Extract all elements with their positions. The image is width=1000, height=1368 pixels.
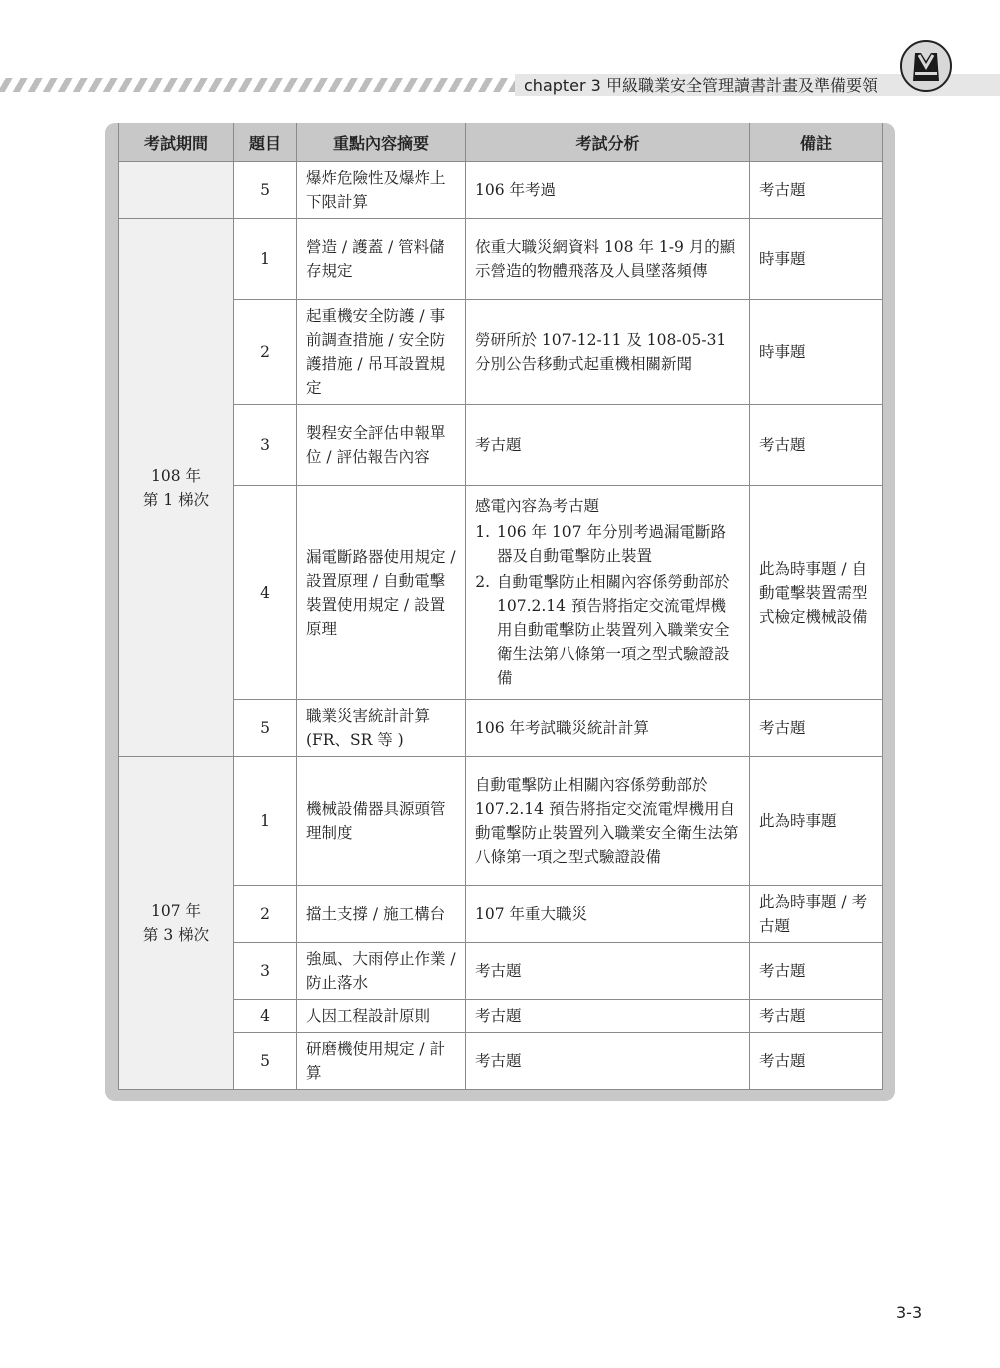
table-row (119, 300, 883, 405)
question-number: 1 (234, 757, 297, 886)
analysis-list (475, 520, 740, 690)
table-row (119, 1033, 883, 1090)
summary-cell: 製程安全評估申報單位 / 評估報告內容 (297, 405, 466, 486)
exam-analysis-table (118, 123, 883, 1090)
period-cell (119, 757, 234, 1090)
column-header-period: 考試期間 (119, 123, 234, 162)
table-row (119, 700, 883, 757)
analysis-cell: 考古題 (466, 405, 750, 486)
table-header-row (119, 123, 883, 162)
chapter-title: chapter 3 甲級職業安全管理讀書計畫及準備要領 (524, 76, 878, 95)
analysis-cell: 106 年考過 (466, 162, 750, 219)
period-cell (119, 162, 234, 219)
column-header-note: 備註 (750, 123, 883, 162)
question-number: 5 (234, 700, 297, 757)
period-cell (119, 219, 234, 757)
note-cell: 考古題 (750, 405, 883, 486)
column-header-summary: 重點內容摘要 (297, 123, 466, 162)
period-round: 第 1 梯次 (142, 490, 210, 509)
note-cell: 此為時事題 (750, 757, 883, 886)
question-number: 2 (234, 886, 297, 943)
analysis-cell: 考古題 (466, 943, 750, 1000)
period-round: 第 3 梯次 (142, 926, 210, 944)
table-row (119, 405, 883, 486)
table-row (119, 162, 883, 219)
question-number: 5 (234, 162, 297, 219)
analysis-intro: 感電內容為考古題 (475, 496, 600, 515)
question-number: 2 (234, 300, 297, 405)
analysis-cell (466, 486, 750, 700)
analysis-cell: 107 年重大職災 (466, 886, 750, 943)
analysis-cell: 依重大職災網資料 108 年 1-9 月的顯示營造的物體飛落及人員墜落頻傳 (466, 219, 750, 300)
note-cell: 考古題 (750, 943, 883, 1000)
header-stripes (0, 78, 515, 92)
table-row (119, 757, 883, 886)
column-header-number: 題目 (234, 123, 297, 162)
summary-cell: 人因工程設計原則 (297, 1000, 466, 1033)
page-header (0, 70, 1000, 100)
table-row (119, 1000, 883, 1033)
analysis-cell: 自動電擊防止相關內容係勞動部於 107.2.14 預告將指定交流電焊機用自動電擊防止裝置列入職業安全衛生法第八條第一項之型式驗證設備 (466, 757, 750, 886)
summary-cell: 研磨機使用規定 / 計算 (297, 1033, 466, 1090)
question-number: 3 (234, 405, 297, 486)
note-cell: 考古題 (750, 700, 883, 757)
question-number: 1 (234, 219, 297, 300)
safety-vest-logo-icon (900, 40, 952, 92)
note-cell: 考古題 (750, 162, 883, 219)
summary-cell: 擋土支撐 / 施工構台 (297, 886, 466, 943)
question-number: 5 (234, 1033, 297, 1090)
summary-cell: 強風、大雨停止作業 / 防止落水 (297, 943, 466, 1000)
table-row (119, 486, 883, 700)
table-row (119, 943, 883, 1000)
period-year: 108 年 (150, 466, 201, 485)
note-cell: 時事題 (750, 219, 883, 300)
analysis-cell: 考古題 (466, 1000, 750, 1033)
summary-cell: 爆炸危險性及爆炸上下限計算 (297, 162, 466, 219)
note-cell: 考古題 (750, 1033, 883, 1090)
table-row (119, 219, 883, 300)
summary-cell: 職業災害統計計算 (FR、SR 等 ) (297, 700, 466, 757)
table-row (119, 886, 883, 943)
list-item: 1. 106 年 107 年分別考過漏電斷路器及自動電擊防止裝置 (495, 520, 740, 568)
question-number: 4 (234, 1000, 297, 1033)
list-item: 2. 自動電擊防止相關內容係勞動部於 107.2.14 預告將指定交流電焊機用自動電擊防止裝置列入職業安全衛生法第八條第一項之型式驗證設備 (495, 570, 740, 690)
question-number: 3 (234, 943, 297, 1000)
analysis-cell: 考古題 (466, 1033, 750, 1090)
analysis-cell: 106 年考試職災統計計算 (466, 700, 750, 757)
analysis-cell: 勞研所於 107-12-11 及 108-05-31 分別公告移動式起重機相關新聞 (466, 300, 750, 405)
question-number: 4 (234, 486, 297, 700)
summary-cell: 起重機安全防護 / 事前調查措施 / 安全防護措施 / 吊耳設置規定 (297, 300, 466, 405)
period-year: 107 年 (150, 902, 201, 920)
note-cell: 時事題 (750, 300, 883, 405)
summary-cell: 漏電斷路器使用規定 / 設置原理 / 自動電擊裝置使用規定 / 設置原理 (297, 486, 466, 700)
page-number: 3-3 (896, 1303, 923, 1322)
note-cell: 此為時事題 / 自動電擊裝置需型式檢定機械設備 (750, 486, 883, 700)
summary-cell: 營造 / 護蓋 / 管料儲存規定 (297, 219, 466, 300)
note-cell: 考古題 (750, 1000, 883, 1033)
note-cell: 此為時事題 / 考古題 (750, 886, 883, 943)
column-header-analysis: 考試分析 (466, 123, 750, 162)
summary-cell: 機械設備器具源頭管理制度 (297, 757, 466, 886)
